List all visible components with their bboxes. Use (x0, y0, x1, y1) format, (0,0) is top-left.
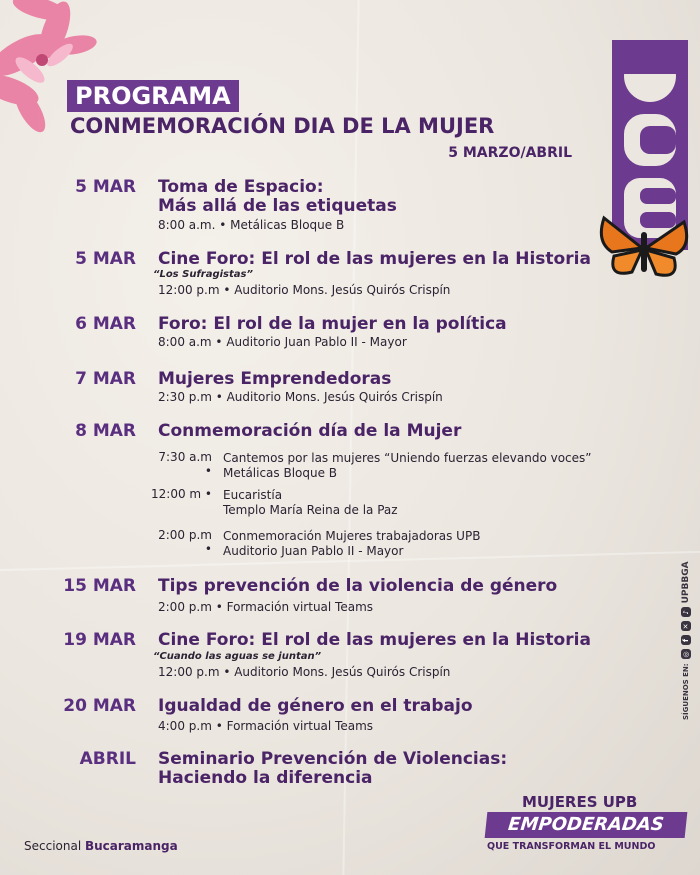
event-detail: 12:00 p.m • Auditorio Mons. Jesús Quirós Crispín (158, 283, 451, 297)
program-title: PROGRAMA (67, 80, 239, 112)
badge-top-text: MUJERES UPB (522, 793, 638, 811)
item-line: Metálicas Bloque B (223, 466, 338, 480)
social-handle: UPBBGA (681, 561, 691, 604)
event-title: Más allá de las etiquetas (158, 196, 397, 216)
item-time: 7:30 a.m • (158, 450, 212, 478)
event-detail: 12:00 p.m • Auditorio Mons. Jesús Quirós Crispín (158, 665, 451, 679)
event-date: 6 MAR (75, 314, 136, 334)
footer-location (24, 839, 178, 853)
event-detail: 8:00 a.m • Auditorio Juan Pablo II - Mayor (158, 335, 407, 349)
event-detail: 2:00 p.m • Formación virtual Teams (158, 600, 374, 614)
x-icon[interactable]: ✕ (681, 621, 691, 631)
facebook-icon[interactable]: f (681, 635, 691, 645)
item-line: Conmemoración Mujeres trabajadoras UPB (223, 529, 481, 543)
event-title: Cine Foro: El rol de las mujeres en la Historia (158, 630, 591, 650)
event-title: Toma de Espacio: (158, 177, 324, 197)
item-time: 2:00 p.m • (158, 528, 212, 556)
event-date: ABRIL (79, 749, 136, 769)
event-subtitle: CONMEMORACIÓN DIA DE LA MUJER (70, 114, 495, 138)
badge-bottom-text: QUE TRANSFORMAN EL MUNDO (487, 841, 656, 852)
event-detail: 2:30 p.m • Auditorio Mons. Jesús Quirós Crispín (158, 390, 443, 404)
event-date: 5 MAR (75, 249, 136, 269)
event-title: Igualdad de género en el trabajo (158, 696, 473, 716)
event-date: 8 MAR (75, 421, 136, 441)
item-time: 12:00 m • (151, 487, 212, 501)
footer-city: Bucaramanga (84, 839, 178, 853)
butterfly-illustration (598, 212, 690, 284)
event-title: Tips prevención de la violencia de género (158, 576, 558, 596)
event-note: “Cuando las aguas se juntan” (153, 651, 322, 662)
instagram-icon[interactable]: ◎ (682, 651, 690, 658)
event-detail: 4:00 p.m • Formación virtual Teams (158, 719, 374, 733)
event-title: Foro: El rol de la mujer en la política (158, 314, 507, 334)
badge-middle-text: EMPODERADAS (485, 812, 688, 838)
event-detail: 8:00 a.m. • Metálicas Bloque B (158, 218, 345, 232)
item-line: Eucaristía (223, 488, 283, 502)
item-line: Cantemos por las mujeres “Uniendo fuerzas elevando voces” (223, 451, 592, 465)
item-line: Auditorio Juan Pablo II - Mayor (223, 544, 404, 558)
date-range: 5 MARZO/ABRIL (448, 145, 572, 161)
social-label: SÍGUENOS EN: (682, 663, 690, 720)
tiktok-icon[interactable]: ♪ (681, 607, 691, 617)
event-date: 5 MAR (75, 177, 136, 197)
event-date: 20 MAR (63, 696, 136, 716)
event-title: Conmemoración día de la Mujer (158, 421, 462, 441)
event-title: Cine Foro: El rol de las mujeres en la Historia (158, 249, 591, 269)
event-title: Mujeres Emprendedoras (158, 369, 392, 389)
event-note: “Los Sufragistas” (153, 269, 253, 280)
footer-prefix: Seccional (24, 839, 85, 853)
event-title: Seminario Prevención de Violencias: (158, 749, 508, 769)
event-title: Haciendo la diferencia (158, 768, 373, 788)
event-date: 7 MAR (75, 369, 136, 389)
item-line: Templo María Reina de la Paz (223, 503, 398, 517)
event-date: 19 MAR (63, 630, 136, 650)
event-date: 15 MAR (63, 576, 136, 596)
